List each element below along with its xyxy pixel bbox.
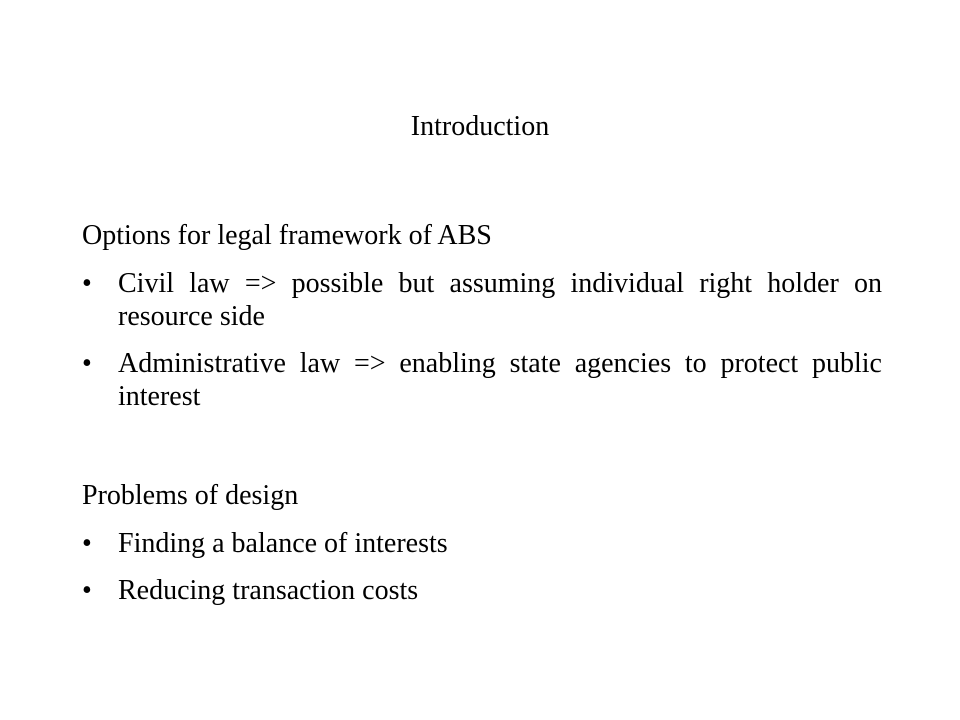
bullet-icon: •	[82, 575, 92, 606]
bullet-text: Administrative law => enabling state agencies to protect public interest	[118, 348, 882, 412]
bullet-icon: •	[82, 268, 92, 299]
bullet-text: Civil law => possible but assuming individual right holder on resource side	[118, 268, 882, 332]
bullet-item	[82, 267, 882, 333]
slide-title: Introduction	[410, 111, 550, 142]
section-problems-of-design	[82, 479, 882, 607]
bullet-text: Reducing transaction costs	[118, 575, 419, 606]
section-heading: Problems of design	[82, 480, 299, 511]
bullet-icon: •	[82, 528, 92, 559]
bullet-item	[82, 347, 882, 413]
bullet-list	[82, 527, 882, 607]
bullet-item	[82, 527, 882, 560]
section-legal-framework	[82, 219, 882, 413]
bullet-item	[82, 574, 882, 607]
bullet-icon: •	[82, 348, 92, 379]
bullet-list	[82, 267, 882, 413]
bullet-text: Finding a balance of interests	[118, 528, 448, 559]
section-heading: Options for legal framework of ABS	[82, 220, 492, 251]
